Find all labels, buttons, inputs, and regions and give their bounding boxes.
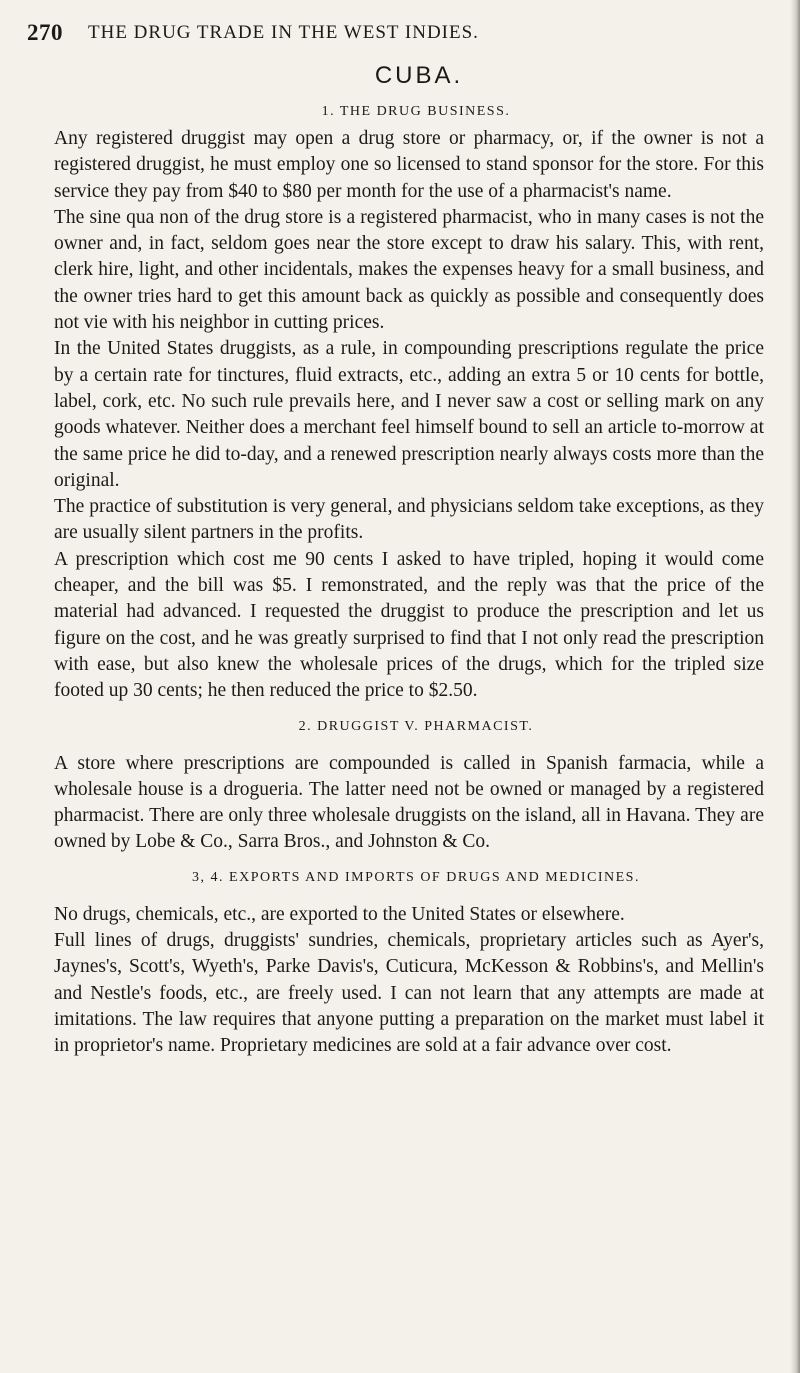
paragraph: Full lines of drugs, druggists' sundries, chemicals, proprietary articles such as Ayer's, Jaynes's, Scott's, Wyeth's, Parke Davis's, Cuticura, McKesson & Robbins's, and Mellin's and Nestle's foods, etc., are freely used. I can not learn that any attempts are made at imitations. The law requires that anyone putting a preparation on the market must label it in proprietor's name. Proprietary medicines are sold at a fair advance over cost. bbox=[54, 930, 764, 1057]
page-number: 270 bbox=[27, 20, 63, 45]
running-title: THE DRUG TRADE IN THE WEST INDIES. bbox=[88, 22, 479, 43]
scan-edge-shadow bbox=[790, 0, 800, 1373]
paragraph: Any registered druggist may open a drug store or pharmacy, or, if the owner is not a registered druggist, he must employ one so licensed to stand sponsor for the store. For this service they pay from $40 to $80 per month for the use of a pharmacist's name. bbox=[54, 128, 764, 202]
paragraph: The sine qua non of the drug store is a registered pharmacist, who in many cases is not the owner and, in fact, seldom goes near the store except to draw his salary. This, with rent, clerk hire, light, and other incidentals, makes the expenses heavy for a small business, and the owner tries hard to get this amount back as quickly as possible and consequently does not vie with his neighbor in cutting prices. bbox=[54, 206, 764, 334]
paragraph: A store where prescriptions are compounded is called in Spanish farmacia, while a wholesale house is a drogueria. The latter need not be owned or managed by a registered pharmacist. There are only three wholesale druggists on the island, all in Havana. They are owned by Lobe & Co., Sarra Bros., and Johnston & Co. bbox=[54, 752, 764, 853]
running-head bbox=[27, 20, 770, 54]
section-heading-drug-business: 1. THE DRUG BUSINESS. bbox=[321, 104, 511, 119]
paragraph: A prescription which cost me 90 cents I asked to have tripled, hoping it would come cheaper, and the bill was $5. I remonstrated, and the reply was that the price of the material had advanced. I requested the druggist to produce the prescription and let us figure on the cost, and he was greatly surprised to find that I not only read the prescription with ease, but also knew the wholesale prices of the drugs, which for the tripled size footed up 30 cents; he then reduced the price to $2.50. bbox=[54, 548, 764, 702]
paragraph: No drugs, chemicals, etc., are exported to the United States or elsewhere. bbox=[54, 903, 625, 925]
paragraph: The practice of substitution is very general, and physicians seldom take exceptions, as they are usually silent partners in the profits. bbox=[54, 496, 764, 544]
country-heading: CUBA. bbox=[374, 62, 464, 89]
section-heading-exports-imports: 3, 4. EXPORTS AND IMPORTS OF DRUGS AND MEDICINES. bbox=[192, 869, 640, 885]
paragraph: In the United States druggists, as a rule, in compounding prescriptions regulate the price by a certain rate for tinctures, fluid extracts, etc., adding an extra 5 or 10 cents for bottle, label, cork, etc. No such rule prevails here, and I never saw a cost or selling mark on any goods whatever. Neither does a merchant feel himself bound to sell an article to-morrow at the same price he did to-day, and a renewed prescription nearly always costs more than the original. bbox=[54, 338, 764, 491]
body-text bbox=[54, 104, 764, 1060]
section-heading-druggist-v-pharmacist: 2. DRUGGIST V. PHARMACIST. bbox=[298, 718, 534, 734]
